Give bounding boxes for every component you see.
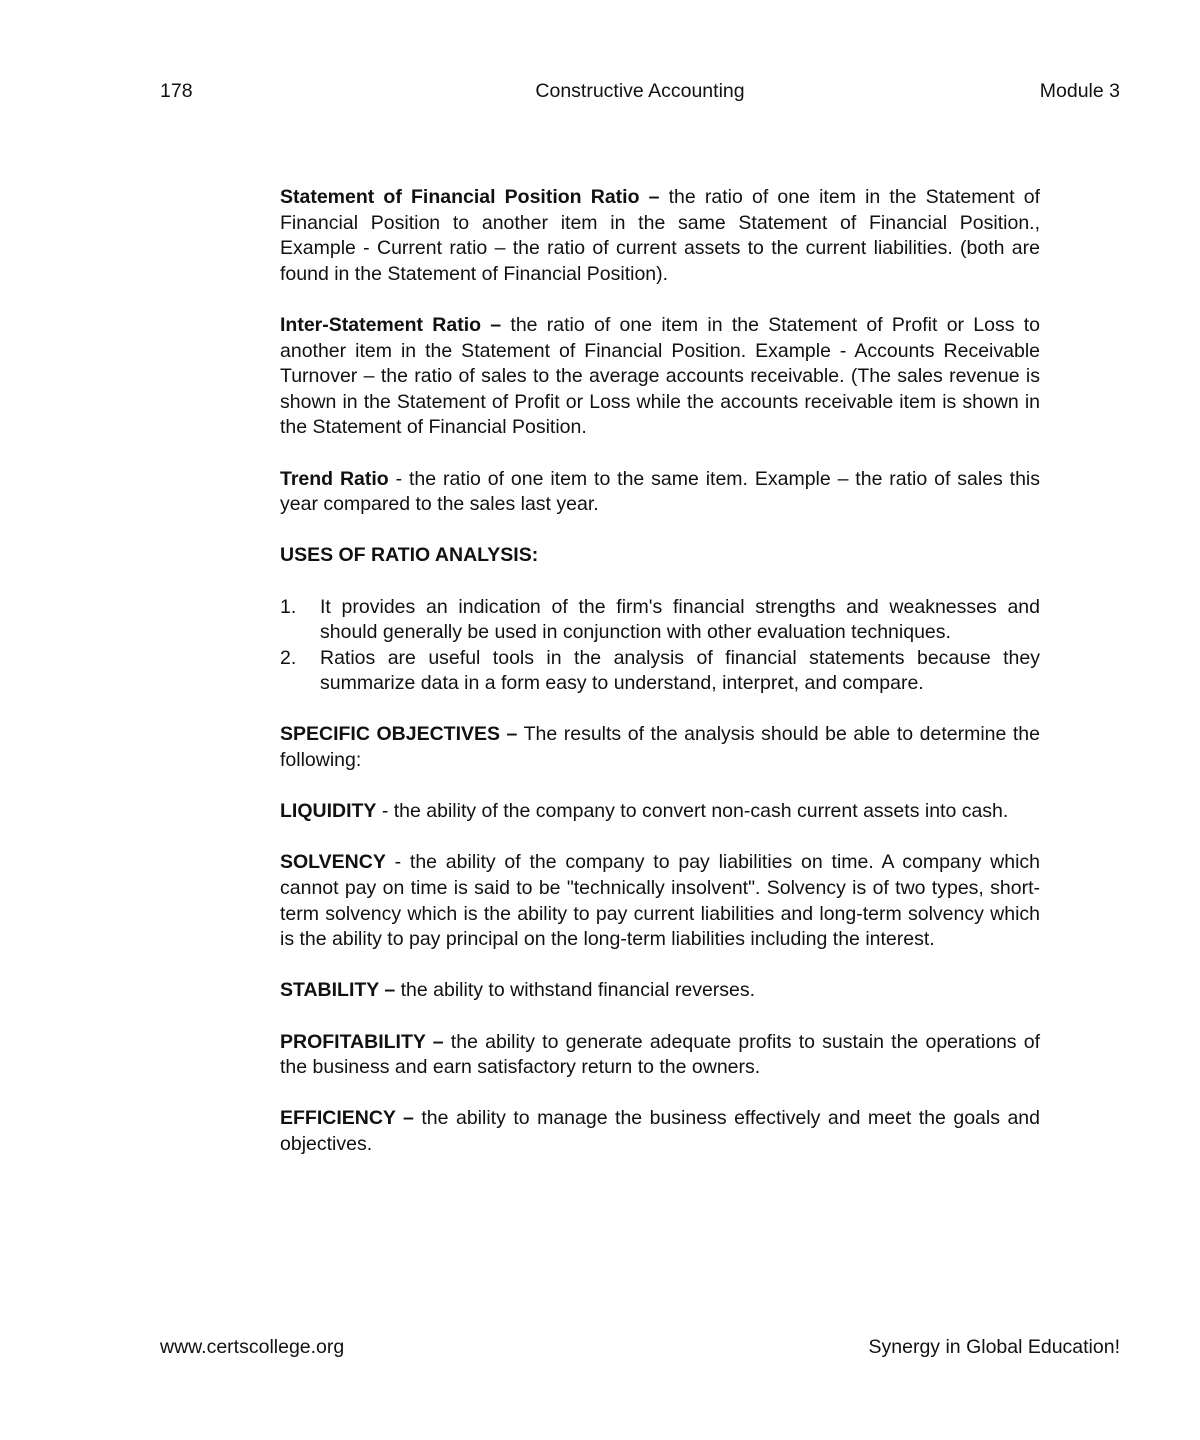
term-trend-ratio: Trend Ratio: [280, 467, 389, 490]
list-number: 2.: [280, 646, 297, 669]
website-url: www.certscollege.org: [160, 1336, 345, 1358]
definition-text: the ability to manage the business effectively and meet the goals and objectives.: [280, 1107, 1040, 1155]
definition-efficiency: [280, 1106, 1040, 1157]
list-item-text: It provides an indication of the firm's financial strengths and weaknesses and should generally be used in conjunction with other evaluation techniques.: [320, 595, 1040, 644]
definition-inter-statement-ratio: [280, 313, 1040, 441]
definition-liquidity: [280, 799, 1040, 825]
term-sofp-ratio: Statement of Financial Position Ratio –: [280, 186, 660, 208]
list-item: [280, 646, 1040, 697]
term-profitability: PROFITABILITY –: [280, 1030, 444, 1053]
definition-sofp-ratio: [280, 185, 1040, 287]
uses-list: [280, 595, 1040, 697]
definition-text: the ability to generate adequate profits to sustain the operations of the business and earn satisfactory return to the owners.: [280, 1030, 1041, 1079]
book-title: Constructive Accounting: [535, 80, 745, 102]
definition-text: the ratio of one item in the Statement of Profit or Loss to another item in the Statement of Financial Position. Example - Accounts Receivable Turnover – the ratio of sales to the average accounts receivable. (The sales revenue is shown in the Statement of Profit or Loss while the accounts receivable item is shown in the Statement of Financial Position.: [280, 313, 1041, 439]
term-stability: STABILITY –: [280, 979, 396, 1002]
term-liquidity: LIQUIDITY: [280, 800, 377, 823]
page-number: 178: [160, 80, 193, 102]
definition-trend-ratio: [280, 467, 1040, 518]
term-specific-objectives: SPECIFIC OBJECTIVES –: [280, 723, 518, 746]
definition-profitability: [280, 1030, 1040, 1081]
page-footer: [160, 1336, 1120, 1366]
list-item-text: Ratios are useful tools in the analysis of financial statements because they summarize data in a form easy to understand, interpret, and compare.: [320, 646, 1040, 695]
term-efficiency: EFFICIENCY –: [280, 1107, 414, 1130]
definition-stability: [280, 978, 1040, 1004]
definition-text: the ratio of one item in the Statement of Financial Position to another item in the same Statement of Financial Position., Example - Current ratio – the ratio of current assets to the current liabilities. (both are found in the Statement of Financial Position).: [280, 186, 1040, 285]
term-solvency: SOLVENCY: [280, 851, 386, 874]
term-inter-statement-ratio: Inter-Statement Ratio –: [280, 313, 502, 336]
list-number: 1.: [280, 595, 297, 618]
definition-text: - the ratio of one item to the same item. Example – the ratio of sales this year compared to the sales last year.: [280, 467, 1040, 516]
running-header: [160, 80, 1120, 110]
definition-specific-objectives: [280, 722, 1040, 773]
module-label: Module 3: [1039, 80, 1120, 102]
definition-text: The results of the analysis should be able to determine the following:: [280, 723, 1040, 772]
definition-text: the ability to withstand financial reverses.: [395, 979, 756, 1002]
list-item: [280, 595, 1040, 646]
footer-tagline: Synergy in Global Education!: [868, 1336, 1120, 1358]
page-body: [280, 185, 1040, 1183]
definition-text: - the ability of the company to convert non-cash current assets into cash.: [376, 800, 1009, 823]
definition-text: - the ability of the company to pay liabilities on time. A company which cannot pay on time is said to be "technically insolvent". Solvency is of two types, short-term solvency which is the ability to pay current liabilities and long-term solvency which is the ability to pay principal on the long-term liabilities including the interest.: [280, 851, 1040, 951]
uses-heading: USES OF RATIO ANALYSIS:: [280, 544, 539, 567]
definition-solvency: [280, 850, 1040, 952]
